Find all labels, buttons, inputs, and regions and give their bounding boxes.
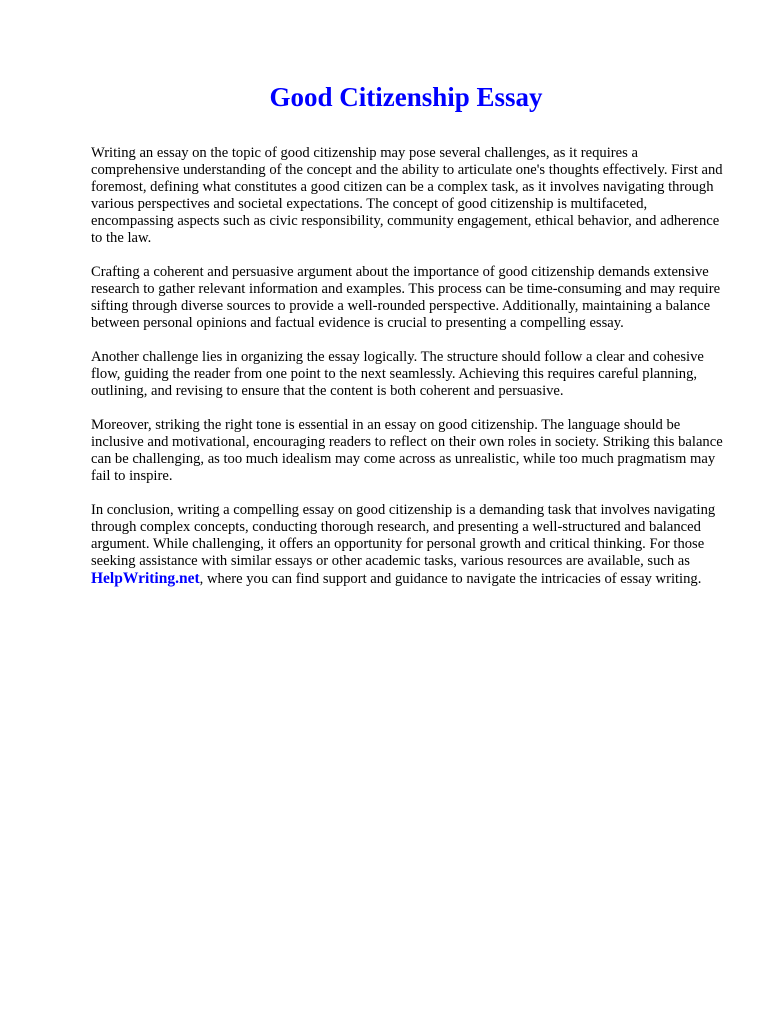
paragraph-research: Crafting a coherent and persuasive argument about the importance of good citizenship demands extensive research to gather relevant information and examples. This process can be time-consuming and may require sifting through diverse sources to provide a well-rounded perspective. Additionally, maintaining a balance between personal opinions and factual evidence is crucial to presenting a compelling essay. [91, 264, 721, 331]
paragraph-intro: Writing an essay on the topic of good citizenship may pose several challenges, as it requires a comprehensive understanding of the concept and the ability to articulate one's thoughts effectively. First and foremost, defining what constitutes a good citizen can be a complex task, as it involves navigating through various perspectives and societal expectations. The concept of good citizenship is multifaceted, encompassing aspects such as civic responsibility, community engagement, ethical behavior, and adherence to the law. [91, 145, 723, 246]
conclusion-text: In conclusion, writing a compelling essay on good citizenship is a demanding task that involves navigating through complex concepts, conducting thorough research, and presenting a well-structured and balanced argument. While challenging, it offers an opportunity for personal growth and critical thinking. For those seeking assistance with similar essays or other academic tasks, various resources are available, such as [91, 502, 716, 569]
paragraph-organization: Another challenge lies in organizing the essay logically. The structure should follow a clear and cohesive flow, guiding the reader from one point to the next seamlessly. Achieving this requires careful planning, outlining, and revising to ensure that the content is both coherent and persuasive. [91, 349, 704, 399]
paragraph-conclusion [91, 502, 727, 588]
paragraph-tone: Moreover, striking the right tone is essential in an essay on good citizenship. The language should be inclusive and motivational, encouraging readers to reflect on their own roles in society. Striking this balance can be challenging, as too much idealism may come across as unrealistic, while too much pragmatism may fail to inspire. [91, 417, 723, 484]
page-title: Good Citizenship Essay [269, 82, 543, 112]
conclusion-text-end: , where you can find support and guidance to navigate the intricacies of essay writing. [199, 571, 702, 587]
helpwriting-link[interactable]: HelpWriting.net [91, 570, 200, 587]
essay-body [91, 145, 727, 605]
